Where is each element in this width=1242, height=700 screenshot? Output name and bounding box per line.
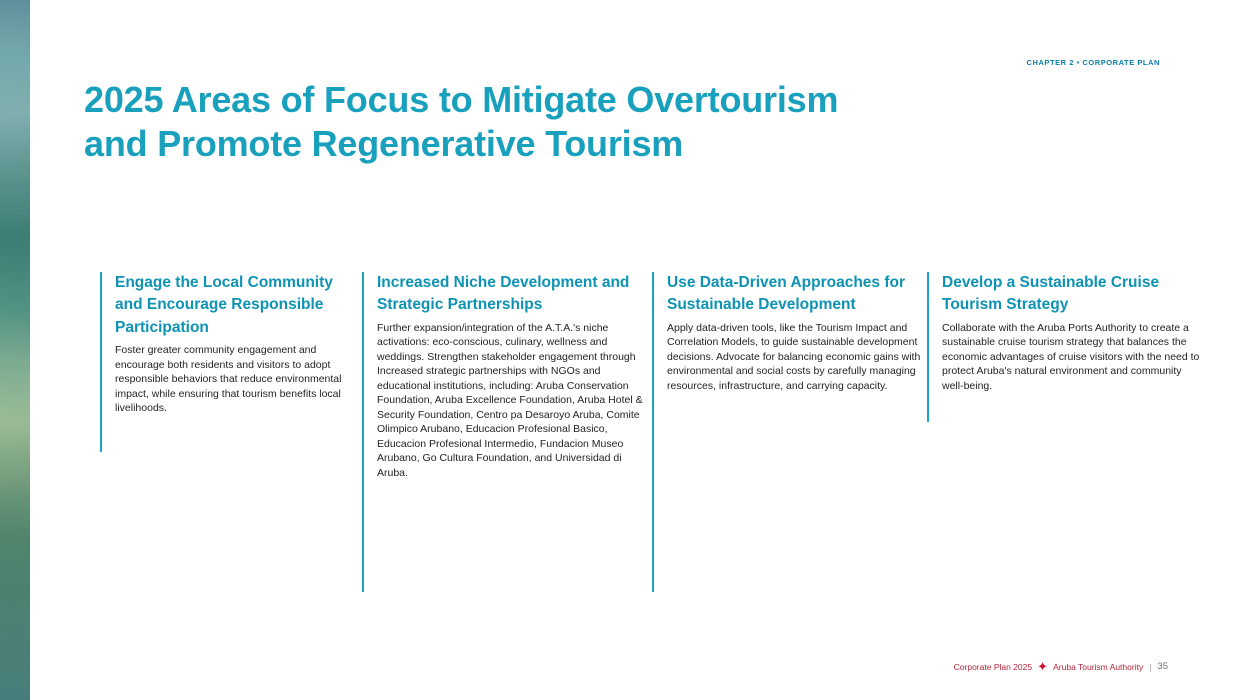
focus-area-body: Foster greater community engagement and encourage both residents and visitors to adopt responsible behaviors that reduce environmental impact, while ensuring that tourism benefits local livelihoods. bbox=[115, 344, 342, 415]
column-divider-rule bbox=[652, 272, 654, 592]
page-footer bbox=[954, 661, 1168, 672]
focus-area-title: Develop a Sustainable Cruise Tourism Strategy bbox=[942, 274, 1160, 314]
focus-area-body: Collaborate with the Aruba Ports Authority to create a sustainable cruise tourism strategy that balances the economic advantages of cruise visitors with the need to protect Aruba's natural environment and community well-being. bbox=[942, 321, 1200, 392]
page-number: 35 bbox=[1157, 661, 1168, 672]
focus-area-title: Engage the Local Community and Encourage Responsible Participation bbox=[115, 274, 333, 336]
column-divider-rule bbox=[362, 272, 364, 592]
decorative-photo-strip bbox=[0, 0, 30, 700]
column-divider-rule bbox=[927, 272, 929, 422]
chapter-eyebrow: CHAPTER 2 • CORPORATE PLAN bbox=[1026, 58, 1160, 67]
footer-org-label: Aruba Tourism Authority bbox=[1053, 661, 1144, 672]
focus-area-column bbox=[362, 272, 652, 480]
footer-plan-label: Corporate Plan 2025 bbox=[953, 661, 1033, 672]
focus-area-column bbox=[652, 272, 927, 393]
page-title: 2025 Areas of Focus to Mitigate Overtourism and Promote Regenerative Tourism bbox=[84, 79, 839, 164]
column-divider-rule bbox=[100, 272, 102, 452]
focus-area-title: Increased Niche Development and Strategic Partnerships bbox=[377, 274, 630, 314]
star-icon: ✦ bbox=[1037, 659, 1049, 674]
focus-area-body: Further expansion/integration of the A.T.A.'s niche activations: eco-conscious, culinary, wellness and weddings. Strengthen stakeholder engagement through Increased strategic partnerships with NGOs and educational institutions, including: Aruba Conservation Foundation, Aruba Excellence Foundation, Aruba Hotel & Security Foundation, Centro pa Desaroyo Aruba, Comite Olimpico Arubano, Educacion Profesional Basico, Educacion Profesional Intermedio, Fundacion Museo Arubano, Go Cultura Foundation, and Universidad di Aruba. bbox=[377, 321, 643, 479]
footer-separator: | bbox=[1149, 661, 1152, 672]
focus-area-column bbox=[100, 272, 362, 416]
focus-area-column bbox=[927, 272, 1205, 393]
focus-areas-columns bbox=[100, 272, 1205, 480]
focus-area-title: Use Data-Driven Approaches for Sustainable Development bbox=[667, 274, 906, 314]
focus-area-body: Apply data-driven tools, like the Tourism Impact and Correlation Models, to guide sustainable development decisions. Advocate for balancing economic gains with environmental and social costs by carefully managing resources, infrastructure, and carrying capacity. bbox=[667, 321, 921, 392]
